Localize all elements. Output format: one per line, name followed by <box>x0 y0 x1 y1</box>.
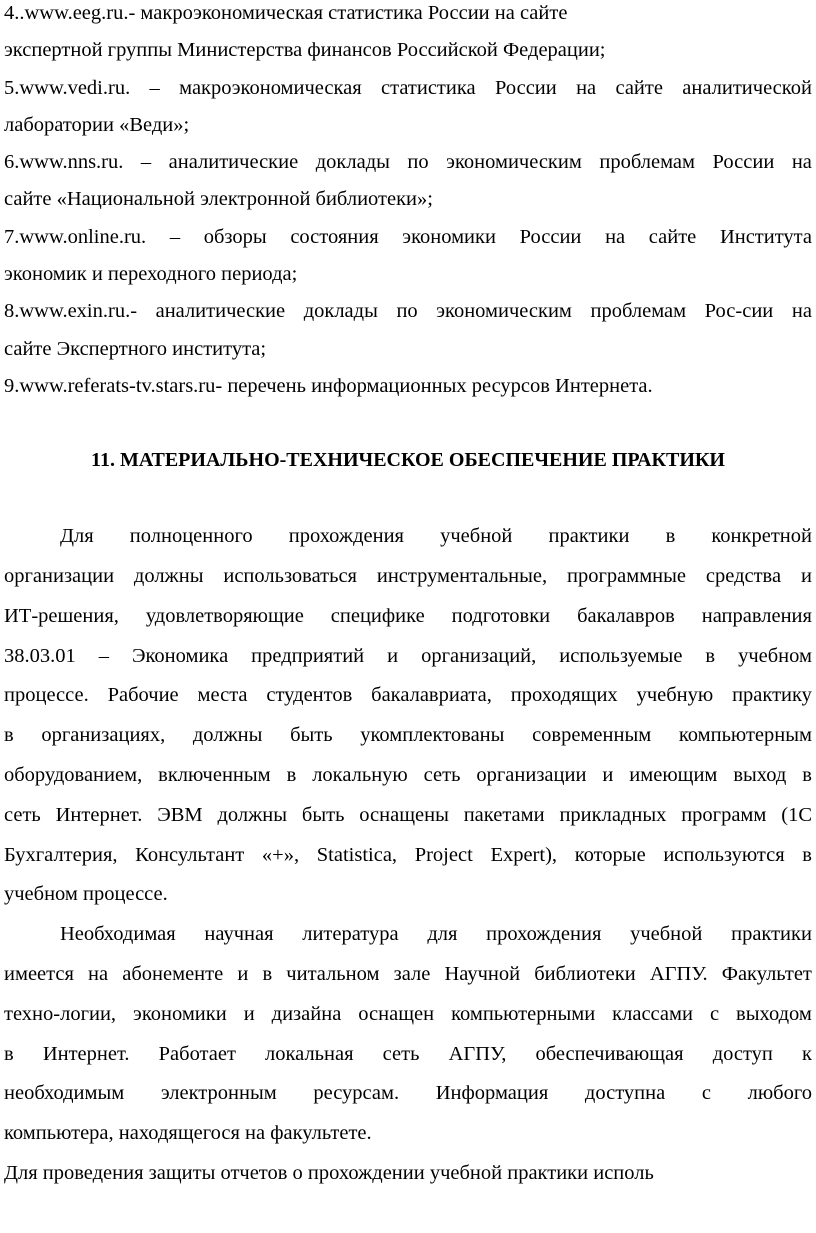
word: сеть <box>382 1042 420 1065</box>
word: АГПУ. <box>649 963 708 986</box>
word: электронным <box>160 1082 277 1105</box>
word: и <box>800 565 812 588</box>
word: должны <box>133 565 204 588</box>
paragraph-defense <box>4 1154 812 1194</box>
paragraph-line: учебном процессе. <box>4 883 168 906</box>
word: любого <box>747 1082 812 1105</box>
word: выходом <box>736 1002 812 1025</box>
word: техно-логии, <box>4 1002 117 1025</box>
word: обзоры <box>203 225 267 248</box>
word: сеть <box>4 803 41 826</box>
word: сайте <box>615 76 663 99</box>
word: предприятий <box>251 644 365 667</box>
word: выход <box>733 764 787 787</box>
word: в <box>286 764 297 787</box>
word: на <box>88 963 109 986</box>
paragraph-line <box>4 955 812 995</box>
word: компьютерным <box>678 724 812 747</box>
word: бакалавриата, <box>371 684 492 707</box>
word: 38.03.01 <box>4 644 76 667</box>
word: в <box>262 963 273 986</box>
paragraph-line <box>4 995 812 1035</box>
reference-item-4-cont: экспертной группы Министерства финансов Российской Федерации; <box>4 39 606 62</box>
word: проблемам <box>590 300 687 323</box>
reference-item-5-cont: лаборатории «Веди»; <box>4 113 190 136</box>
word: Института <box>719 225 812 248</box>
word: локальная <box>265 1042 354 1065</box>
word: ИТ-решения, <box>4 604 119 627</box>
word: быть <box>290 724 333 747</box>
word: используются <box>663 843 785 866</box>
word: Для <box>60 525 94 548</box>
word: имеется <box>4 963 74 986</box>
word: использоваться <box>223 565 357 588</box>
word: полноценного <box>129 525 253 548</box>
word: практики <box>731 923 812 946</box>
word: абонементе <box>122 963 224 986</box>
word: экономическим <box>446 151 582 174</box>
document-page <box>4 0 812 1194</box>
word: прохождения <box>288 525 404 548</box>
word: и <box>243 1002 255 1025</box>
paragraph-line <box>4 915 812 955</box>
paragraph-line <box>4 517 812 557</box>
paragraph-line <box>4 1035 812 1075</box>
word: России <box>519 225 582 248</box>
word: учебном <box>738 644 812 667</box>
reference-item-4: 4..www.eeg.ru.- макроэкономическая статистика России на сайте <box>4 2 568 24</box>
word: доклады <box>315 151 390 174</box>
reference-item-7-cont: экономик и переходного периода; <box>4 263 298 286</box>
word: организациях, <box>41 724 166 747</box>
word: локальную <box>312 764 408 787</box>
word: Интернет. <box>42 1042 130 1065</box>
word: бакалавров <box>577 604 675 627</box>
word: конкретной <box>711 525 812 548</box>
word: в <box>802 843 812 866</box>
word: Работает <box>158 1042 236 1065</box>
word: компьютерными <box>451 1002 596 1025</box>
word: читальном <box>286 963 380 986</box>
word: аналитические <box>155 300 286 323</box>
paragraph-line <box>4 637 812 677</box>
reference-item-6-cont: сайте «Национальной электронной библиотеки»; <box>4 188 433 211</box>
word: быть <box>301 803 345 826</box>
word: 8.www.exin.ru.- <box>4 300 138 323</box>
word: учебной <box>630 923 703 946</box>
word: студентов <box>266 684 353 707</box>
word: статистика <box>381 76 476 99</box>
word: оборудованием, <box>4 764 143 787</box>
word: и <box>387 644 399 667</box>
word: современным <box>532 724 652 747</box>
word: макроэкономическая <box>179 76 362 99</box>
word: средства <box>705 565 782 588</box>
word: – <box>169 225 181 248</box>
word: ресурсам. <box>313 1082 400 1105</box>
word: доступ <box>712 1042 773 1065</box>
word: направления <box>701 604 812 627</box>
word: с <box>701 1082 711 1105</box>
word: (1С <box>781 803 812 826</box>
word: организаций, <box>421 644 537 667</box>
word: учебной <box>440 525 513 548</box>
word: литература <box>302 923 399 946</box>
word: инструментальные, <box>376 565 548 588</box>
word: в <box>665 525 676 548</box>
word: места <box>197 684 248 707</box>
word: научная <box>204 923 274 946</box>
paragraph-line <box>4 716 812 756</box>
word: России <box>494 76 557 99</box>
word: Интернет. <box>55 803 143 826</box>
word: 5.www.vedi.ru. <box>4 76 131 99</box>
word: оснащен <box>358 1002 435 1025</box>
reference-item-5 <box>4 70 812 107</box>
word: укомплектованы <box>360 724 505 747</box>
word: Expert), <box>490 843 558 866</box>
word: – <box>98 644 109 667</box>
word: специфике <box>330 604 425 627</box>
word: 7.www.online.ru. <box>4 225 147 248</box>
word: в <box>4 1042 14 1065</box>
word: – <box>140 151 152 174</box>
word: к <box>802 1042 812 1065</box>
word: в <box>802 764 812 787</box>
word: Информация <box>435 1082 549 1105</box>
paragraph-line <box>4 676 812 716</box>
word: прохождения <box>486 923 602 946</box>
paragraph-line <box>4 557 812 597</box>
paragraph-line <box>4 756 812 796</box>
word: «+», <box>261 843 300 866</box>
word: организации <box>476 764 587 787</box>
paragraph-library <box>4 915 812 1154</box>
word: Рабочие <box>107 684 179 707</box>
word: сайте <box>648 225 697 248</box>
paragraph-line <box>4 1074 812 1114</box>
paragraph-equipment <box>4 517 812 915</box>
reference-list <box>4 0 812 405</box>
word: программ <box>681 803 767 826</box>
word: практику <box>732 684 812 707</box>
word: аналитические <box>168 151 299 174</box>
word: необходимым <box>4 1082 125 1105</box>
word: по <box>396 300 418 323</box>
word: на <box>605 225 626 248</box>
word: должны <box>217 803 288 826</box>
word: на <box>576 76 597 99</box>
word: – <box>149 76 160 99</box>
word: на <box>791 151 812 174</box>
word: Консультант <box>135 843 245 866</box>
word: Бухгалтерия, <box>4 843 118 866</box>
paragraph-line <box>4 597 812 637</box>
word: которые <box>574 843 646 866</box>
word: проходящих <box>510 684 618 707</box>
word: сеть <box>423 764 461 787</box>
word: доступна <box>584 1082 666 1105</box>
word: ЭВМ <box>157 803 203 826</box>
word: организации <box>4 565 115 588</box>
word: и <box>602 764 614 787</box>
word: АГПУ, <box>448 1042 507 1065</box>
word: Экономика <box>131 644 229 667</box>
word: практики <box>548 525 630 548</box>
word: Научной <box>444 963 521 986</box>
paragraph-line <box>4 836 812 876</box>
word: экономики <box>133 1002 227 1025</box>
word: удовлетворяющие <box>145 604 304 627</box>
reference-item-8-cont: сайте Экспертного института; <box>4 337 267 360</box>
reference-item-7 <box>4 219 812 256</box>
word: оснащены <box>359 803 449 826</box>
word: библиотеки <box>534 963 636 986</box>
paragraph-line: компьютера, находящегося на факультете. <box>4 1122 372 1145</box>
word: программные <box>567 565 687 588</box>
word: на <box>791 300 812 323</box>
word: состояния <box>290 225 379 248</box>
word: Project <box>414 843 473 866</box>
word: прикладных <box>559 803 667 826</box>
word: экономики <box>402 225 496 248</box>
word: процессе. <box>4 684 89 707</box>
word: для <box>427 923 458 946</box>
word: России <box>712 151 775 174</box>
word: включенным <box>158 764 271 787</box>
word: используемые <box>559 644 683 667</box>
word: Факультет <box>721 963 812 986</box>
paragraph-line <box>4 796 812 836</box>
word: в <box>4 724 14 747</box>
word: учебную <box>636 684 714 707</box>
word: подготовки <box>451 604 551 627</box>
word: дизайна <box>271 1002 342 1025</box>
word: обеспечивающая <box>535 1042 684 1065</box>
reference-item-8 <box>4 293 812 330</box>
word: Statistica, <box>316 843 398 866</box>
word: экономическим <box>436 300 572 323</box>
word: доклады <box>303 300 378 323</box>
word: Рос-сии <box>704 300 774 323</box>
reference-item-6 <box>4 144 812 181</box>
section-heading: 11. МАТЕРИАЛЬНО-ТЕХНИЧЕСКОЕ ОБЕСПЕЧЕНИЕ ПРАКТИКИ <box>91 449 725 472</box>
word: пакетами <box>463 803 545 826</box>
word: и <box>237 963 249 986</box>
paragraph-line: Для проведения защиты отчетов о прохождении учебной практики исполь <box>4 1162 654 1185</box>
word: в <box>705 644 716 667</box>
word: по <box>407 151 429 174</box>
word: проблемам <box>599 151 695 174</box>
word: должны <box>192 724 263 747</box>
word: имеющим <box>629 764 718 787</box>
reference-item-9: 9.www.referats-tv.stars.ru- перечень информационных ресурсов Интернета. <box>4 374 653 397</box>
word: 6.www.nns.ru. <box>4 151 124 174</box>
word: зале <box>393 963 431 986</box>
word: с <box>709 1002 720 1025</box>
word: Необходимая <box>60 923 176 946</box>
word: аналитической <box>682 76 812 99</box>
word: классами <box>612 1002 693 1025</box>
